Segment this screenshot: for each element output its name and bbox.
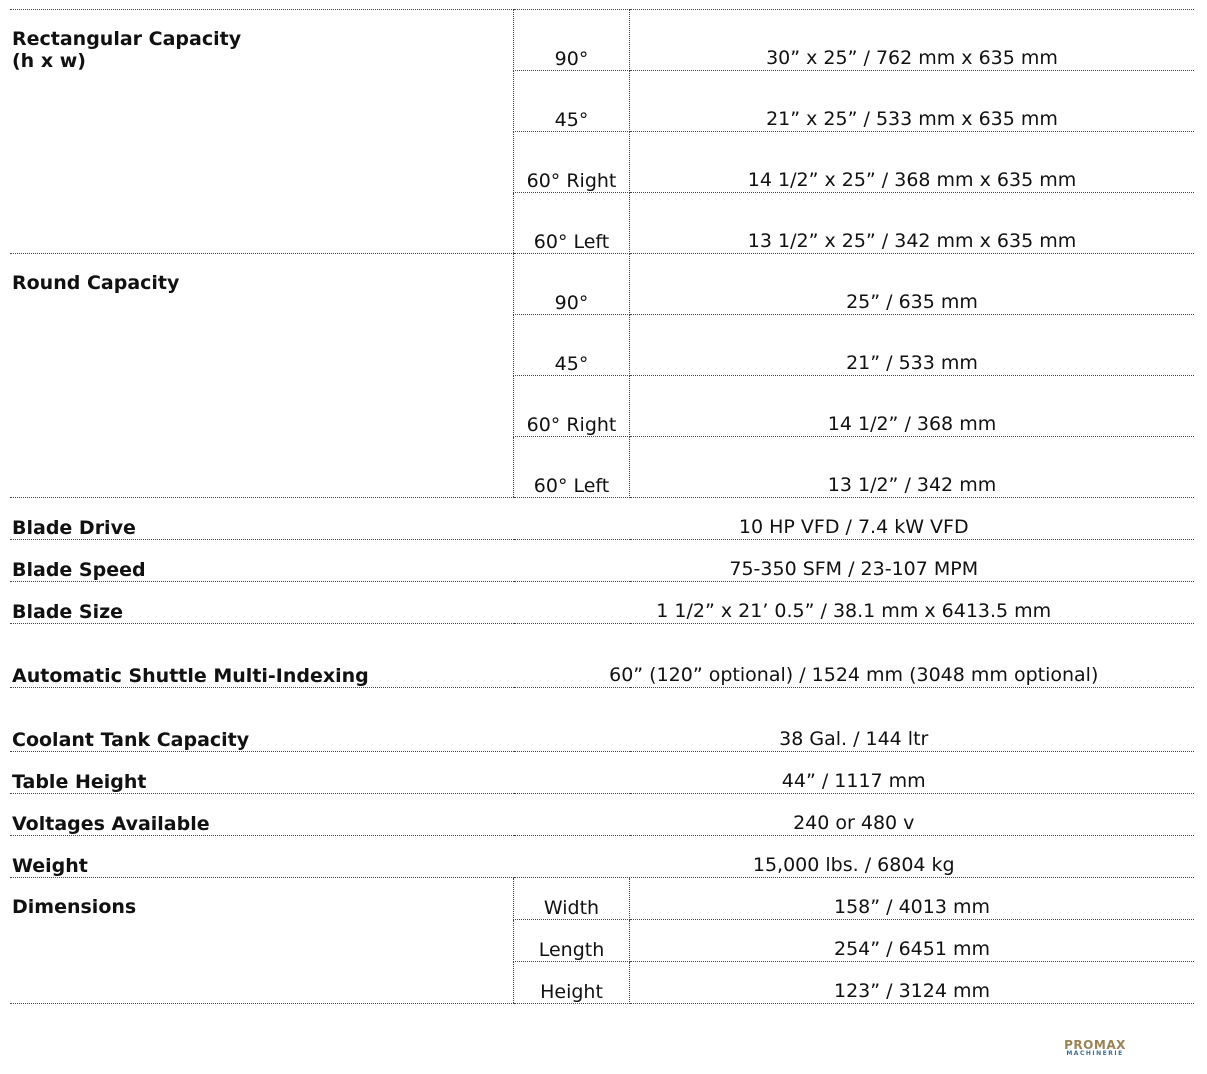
angle-cell: 45° [514, 315, 630, 376]
axis-cell: Height [514, 962, 630, 1004]
spec-value: 38 Gal. / 144 ltr [514, 688, 1195, 752]
value-cell: 14 1/2” x 25” / 368 mm x 635 mm [630, 132, 1195, 193]
spec-row-rectangular-90 [10, 10, 1194, 71]
spec-row-shuttle-indexing [10, 624, 1194, 688]
spec-label: Automatic Shuttle Multi-Indexing [10, 624, 514, 688]
axis-cell: Width [514, 878, 630, 920]
spec-label: Blade Speed [10, 540, 514, 582]
spec-label: Blade Drive [10, 498, 514, 540]
specifications-table [10, 9, 1194, 1004]
spec-label: Table Height [10, 752, 514, 794]
spec-value: 240 or 480 v [514, 794, 1195, 836]
spec-row-dimensions-width [10, 878, 1194, 920]
spec-value: 1 1/2” x 21’ 0.5” / 38.1 mm x 6413.5 mm [514, 582, 1195, 624]
value-cell: 21” / 533 mm [630, 315, 1195, 376]
promax-logo [1053, 1039, 1137, 1055]
value-cell: 254” / 6451 mm [630, 920, 1195, 962]
angle-cell: 90° [514, 10, 630, 71]
value-cell: 30” x 25” / 762 mm x 635 mm [630, 10, 1195, 71]
angle-cell: 90° [514, 254, 630, 315]
axis-cell: Length [514, 920, 630, 962]
spec-row-blade-speed [10, 540, 1194, 582]
value-cell: 25” / 635 mm [630, 254, 1195, 315]
spec-row-weight [10, 836, 1194, 878]
angle-cell: 60° Left [514, 437, 630, 498]
spec-row-blade-size [10, 582, 1194, 624]
value-cell: 123” / 3124 mm [630, 962, 1195, 1004]
spec-row-round-90 [10, 254, 1194, 315]
value-cell: 158” / 4013 mm [630, 878, 1195, 920]
value-cell: 14 1/2” / 368 mm [630, 376, 1195, 437]
dimensions-label: Dimensions [10, 878, 514, 1004]
spec-value: 10 HP VFD / 7.4 kW VFD [514, 498, 1195, 540]
spec-value: 60” (120” optional) / 1524 mm (3048 mm optional) [514, 624, 1195, 688]
spec-row-voltages [10, 794, 1194, 836]
rectangular-capacity-title: Rectangular Capacity [12, 28, 242, 50]
spec-label: Weight [10, 836, 514, 878]
rectangular-capacity-label [10, 10, 514, 254]
value-cell: 13 1/2” x 25” / 342 mm x 635 mm [630, 193, 1195, 254]
spec-value: 75-350 SFM / 23-107 MPM [514, 540, 1195, 582]
spec-value: 44” / 1117 mm [514, 752, 1195, 794]
round-capacity-label: Round Capacity [10, 254, 514, 498]
angle-cell: 60° Left [514, 193, 630, 254]
spec-label: Blade Size [10, 582, 514, 624]
angle-cell: 45° [514, 71, 630, 132]
angle-cell: 60° Right [514, 376, 630, 437]
spec-row-blade-drive [10, 498, 1194, 540]
value-cell: 21” x 25” / 533 mm x 635 mm [630, 71, 1195, 132]
logo-wordmark: PROMAX [1064, 1038, 1126, 1052]
value-cell: 13 1/2” / 342 mm [630, 437, 1195, 498]
spec-label: Coolant Tank Capacity [10, 688, 514, 752]
spec-row-table-height [10, 752, 1194, 794]
logo-subtitle: MACHINERIE [1066, 1050, 1124, 1057]
spec-row-coolant-tank [10, 688, 1194, 752]
spec-value: 15,000 lbs. / 6804 kg [514, 836, 1195, 878]
rectangular-capacity-subtitle: (h x w) [12, 50, 86, 72]
angle-cell: 60° Right [514, 132, 630, 193]
spec-label: Voltages Available [10, 794, 514, 836]
